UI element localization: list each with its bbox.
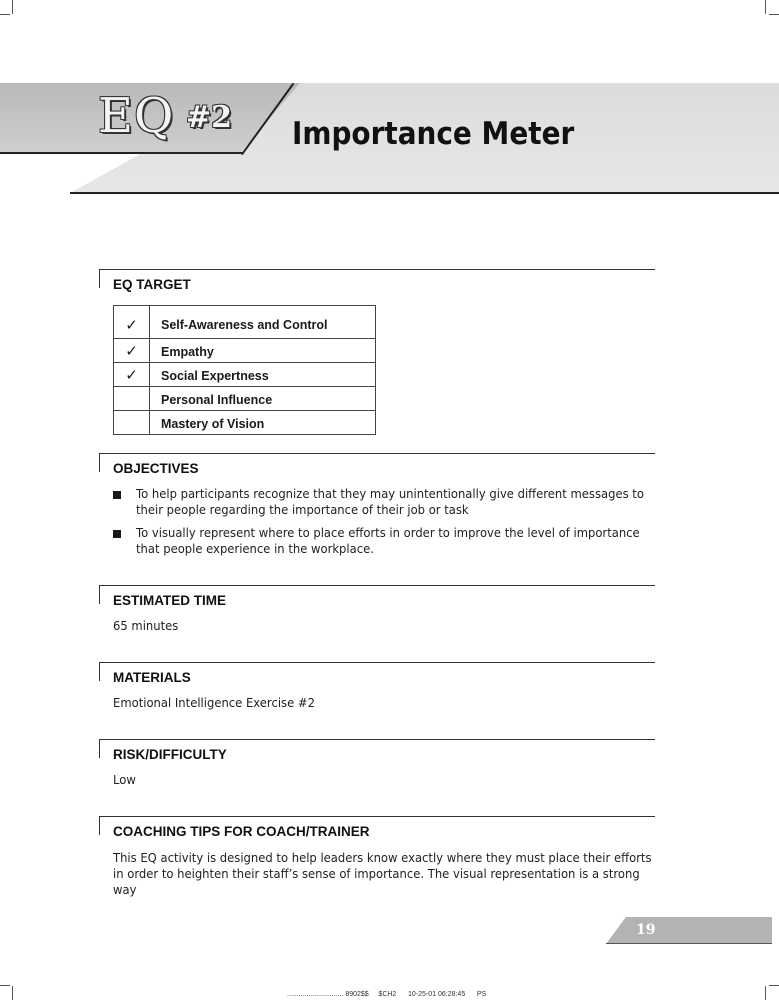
- section-rule: [99, 269, 655, 270]
- table-row: [114, 411, 376, 435]
- section-coaching-tips: [99, 816, 655, 897]
- coaching-paragraph: This EQ activity is designed to help leaders know exactly where they must place their efforts in order to heighten their staff’s sense of importance. The visual representation is a strong way: [113, 850, 652, 897]
- section-tick: [99, 739, 100, 758]
- crop-mark: [769, 14, 779, 15]
- check-mark-icon: ✓: [114, 363, 150, 387]
- banner-bottom-rule: [70, 192, 779, 194]
- table-row: [114, 306, 376, 339]
- eq-target-table: [113, 305, 376, 435]
- eq-logo: EQ: [98, 88, 175, 144]
- section-tick: [99, 453, 100, 472]
- section-heading: EQ TARGET: [113, 277, 191, 292]
- section-rule: [99, 585, 655, 586]
- printer-slug: ............................. 8902$$ $CH2 10-25-01 06:28:45 PS: [287, 991, 487, 998]
- bullet-square-icon: [113, 530, 121, 538]
- table-row: [114, 387, 376, 411]
- crop-mark: [765, 0, 766, 14]
- list-item: [113, 525, 658, 557]
- page-title: Importance Meter: [292, 116, 575, 152]
- crop-mark: [0, 14, 10, 15]
- table-row: [114, 339, 376, 363]
- risk-value: Low: [113, 772, 136, 787]
- estimated-time-value: 65 minutes: [113, 618, 179, 633]
- page-number: 19: [636, 922, 656, 938]
- list-item: [113, 486, 658, 518]
- page-number-rule: [606, 943, 772, 944]
- section-heading: MATERIALS: [113, 670, 191, 685]
- logo-tab-rule: [0, 152, 242, 154]
- check-mark-icon: ✓: [114, 306, 150, 339]
- section-heading: RISK/DIFFICULTY: [113, 747, 227, 762]
- bullet-square-icon: [113, 491, 121, 499]
- section-rule: [99, 662, 655, 663]
- section-rule: [99, 739, 655, 740]
- section-rule: [99, 816, 655, 817]
- target-label: Mastery of Vision: [150, 411, 376, 435]
- section-tick: [99, 585, 100, 604]
- section-tick: [99, 662, 100, 681]
- page-number-tab: [606, 917, 772, 944]
- section-tick: [99, 269, 100, 288]
- target-label: Personal Influence: [150, 387, 376, 411]
- section-risk-difficulty: [99, 739, 655, 789]
- target-label: Social Expertness: [150, 363, 376, 387]
- objective-text: To visually represent where to place efforts in order to improve the level of importance that people experience in the workplace.: [136, 525, 640, 556]
- check-cell: [114, 387, 150, 411]
- crop-mark: [0, 985, 10, 986]
- section-eq-target: [99, 269, 655, 299]
- check-mark-icon: ✓: [114, 339, 150, 363]
- section-heading: OBJECTIVES: [113, 461, 199, 476]
- objectives-list: [113, 486, 658, 564]
- target-label: Self-Awareness and Control: [150, 306, 376, 339]
- section-objectives: [99, 453, 655, 483]
- crop-mark: [12, 986, 13, 1000]
- section-materials: [99, 662, 655, 712]
- section-heading: COACHING TIPS FOR COACH/TRAINER: [113, 824, 370, 839]
- materials-value: Emotional Intelligence Exercise #2: [113, 695, 315, 710]
- section-heading: ESTIMATED TIME: [113, 593, 226, 608]
- crop-mark: [12, 0, 13, 14]
- section-tick: [99, 816, 100, 835]
- table-row: [114, 363, 376, 387]
- crop-mark: [769, 985, 779, 986]
- target-label: Empathy: [150, 339, 376, 363]
- section-estimated-time: [99, 585, 655, 635]
- check-cell: [114, 411, 150, 435]
- eq-logo-number: #2: [186, 100, 233, 135]
- objective-text: To help participants recognize that they may unintentionally give different messages to their people regarding the importance of their job or task: [136, 486, 644, 517]
- crop-mark: [765, 986, 766, 1000]
- section-rule: [99, 453, 655, 454]
